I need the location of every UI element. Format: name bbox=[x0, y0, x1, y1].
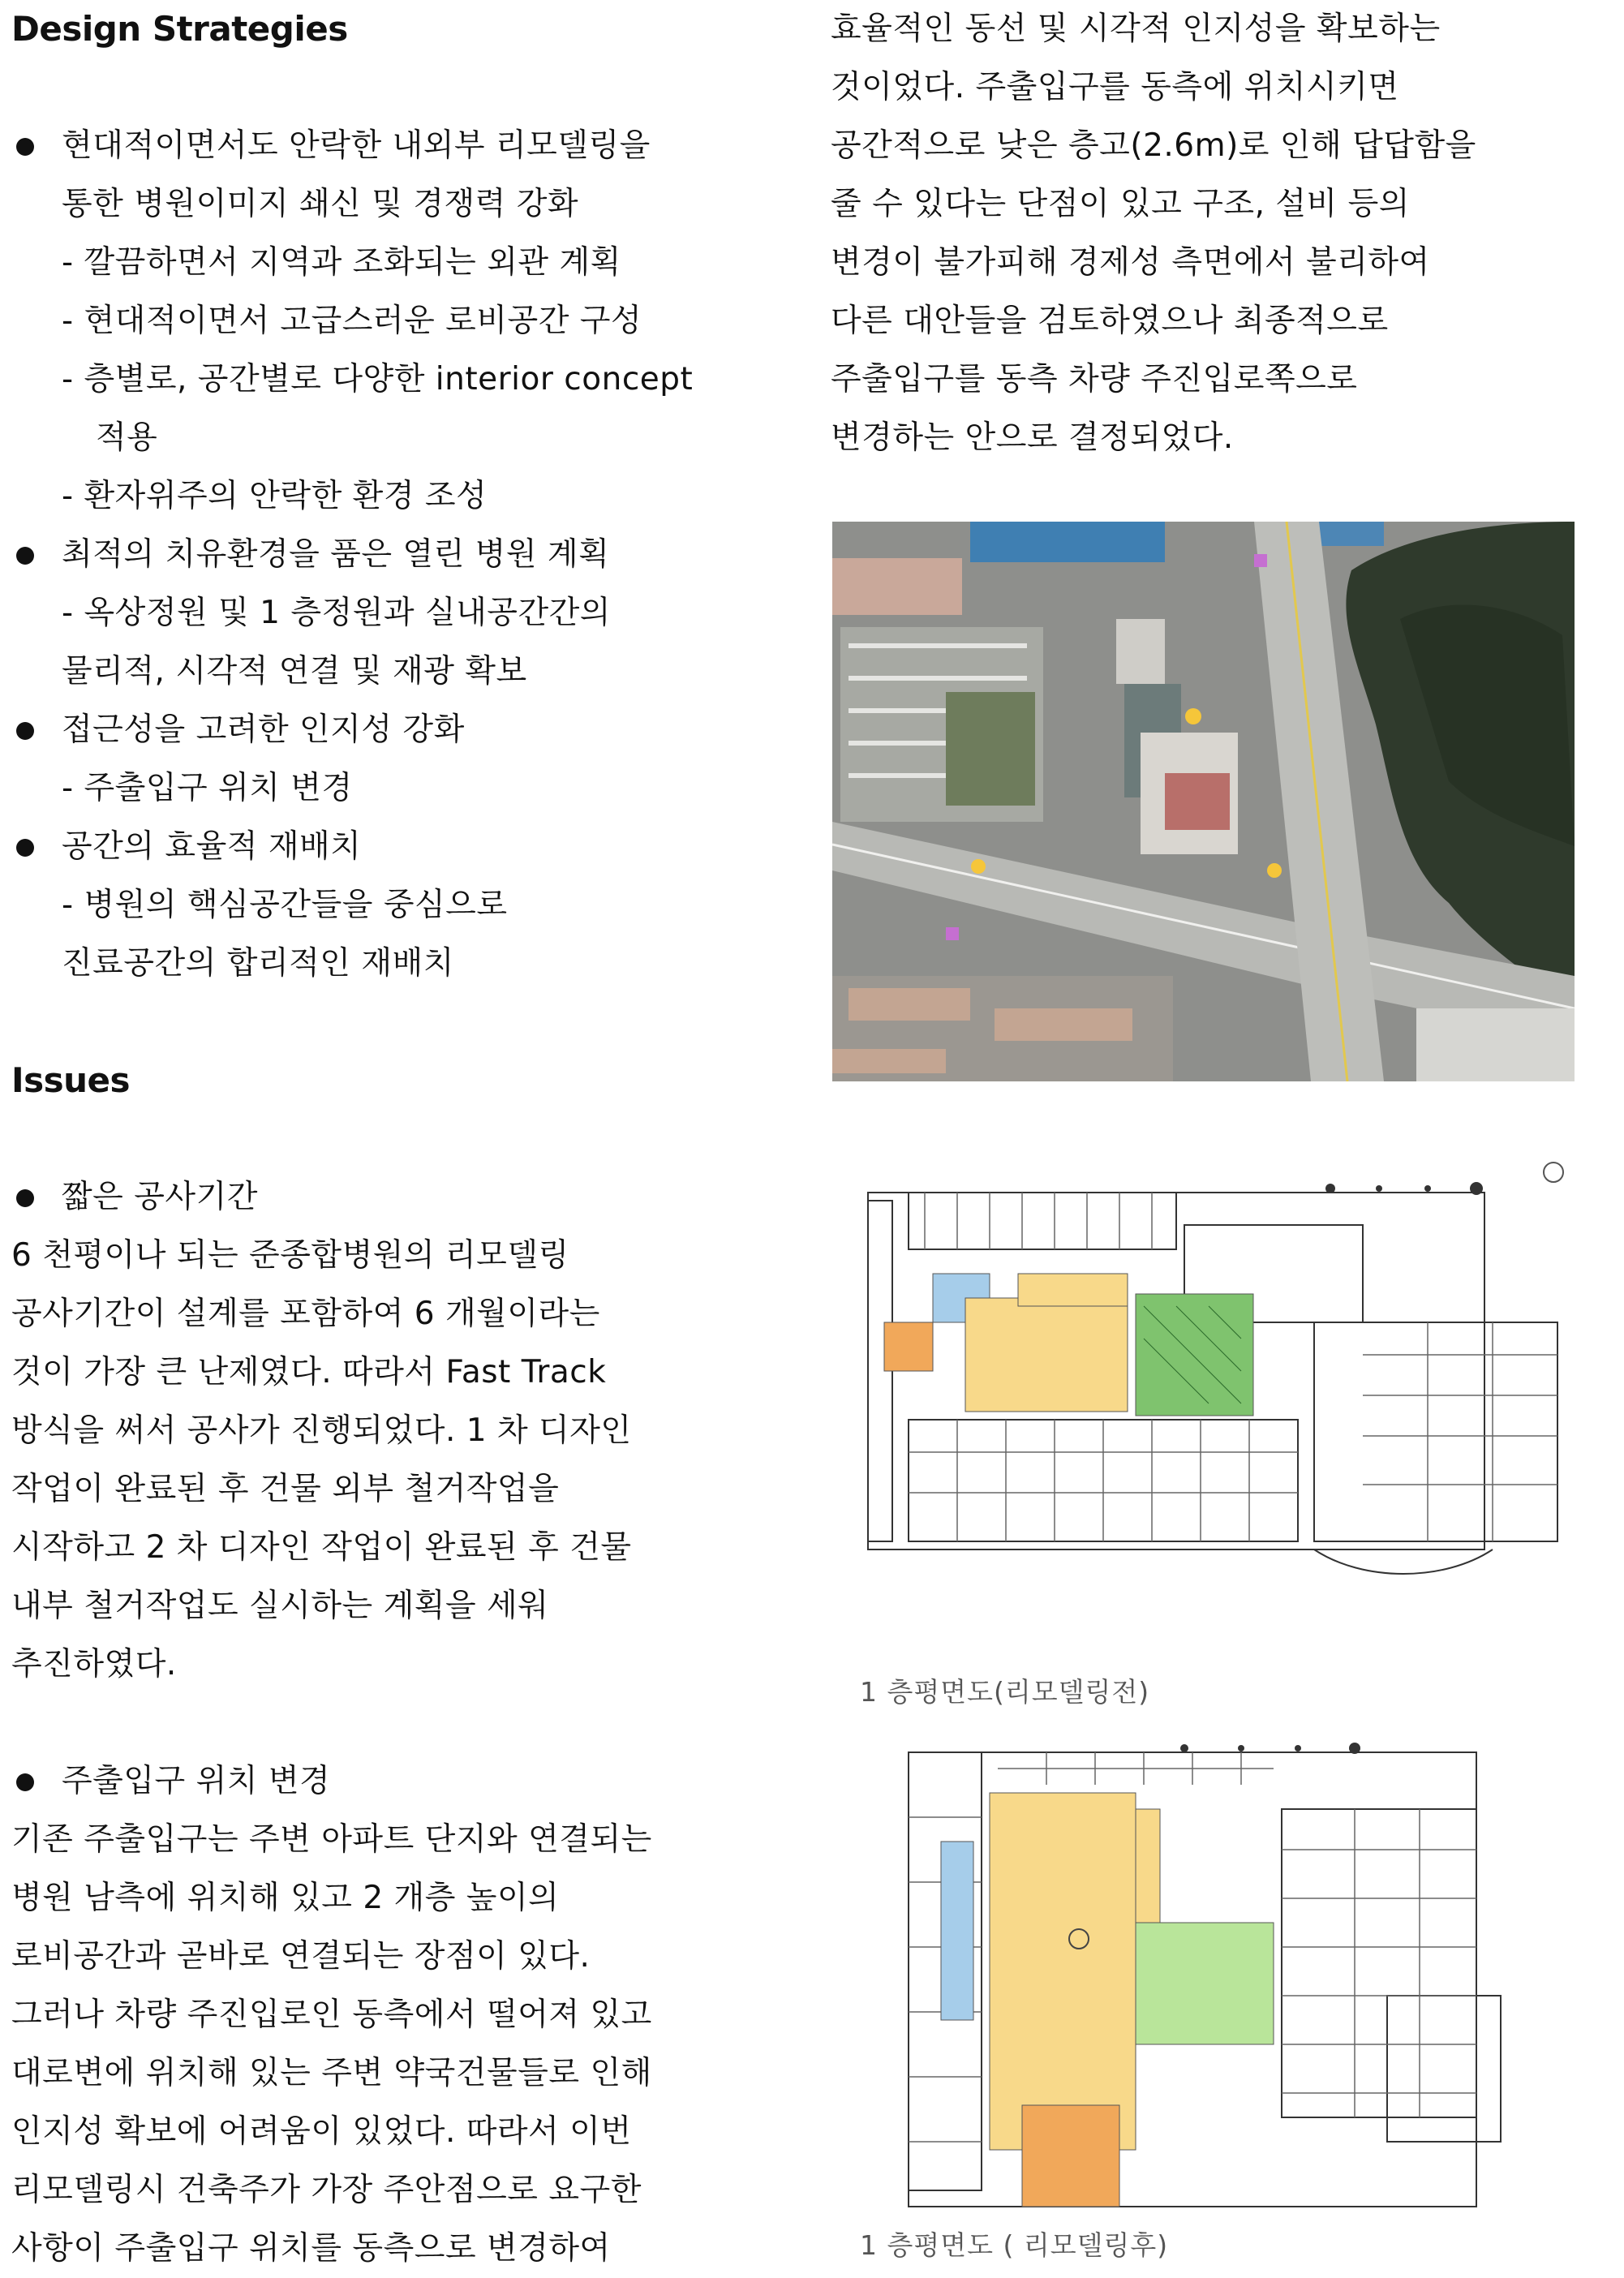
garden-zone-after bbox=[1136, 1923, 1274, 2044]
strategy-item-1: 현대적이면서도 안락한 내외부 리모델링을 bbox=[11, 117, 766, 175]
issue-1-line: 추진하였다. bbox=[11, 1646, 177, 1683]
strategy-1-sub-d: - 환자위주의 안락한 환경 조성 bbox=[62, 478, 488, 514]
strategy-1-sub-a: - 깔끔하면서 지역과 조화되는 외관 계획 bbox=[62, 244, 621, 281]
issue-2-line: 그러나 차량 주진입로인 동측에서 떨어져 있고 bbox=[11, 1996, 652, 2033]
issue-2-line: 병원 남측에 위치해 있고 2 개층 높이의 bbox=[11, 1880, 560, 1916]
strategy-item-4: 공간의 효율적 재배치 bbox=[11, 818, 766, 876]
issue-1-line: 작업이 완료된 후 건물 외부 철거작업을 bbox=[11, 1471, 560, 1507]
floor-plan-after bbox=[900, 1736, 1517, 2215]
floor-plan-before-graphic bbox=[860, 1160, 1574, 1614]
issue-1-line: 공사기간이 설계를 포함하여 6 개월이라는 bbox=[11, 1296, 600, 1332]
lobby-zone-before bbox=[965, 1298, 1128, 1412]
issue-1-line: 6 천평이나 되는 준종합병원의 리모델링 bbox=[11, 1237, 569, 1274]
right-paragraph-line: 다른 대안들을 검토하였으나 최종적으로 bbox=[831, 303, 1389, 339]
right-paragraph-line: 변경하는 안으로 결정되었다. bbox=[831, 419, 1234, 456]
issue-1-line: 것이 가장 큰 난제였다. 따라서 Fast Track bbox=[11, 1354, 607, 1390]
issues-heading: Issues bbox=[11, 1060, 131, 1100]
strategy-item-1-cont: 통한 병원이미지 쇄신 및 경쟁력 강화 bbox=[62, 186, 579, 222]
lobby-zone-before bbox=[1018, 1274, 1128, 1306]
right-paragraph-line: 효율적인 동선 및 시각적 인지성을 확보하는 bbox=[831, 11, 1441, 47]
aerial-site-photo bbox=[832, 522, 1575, 1081]
design-strategies-heading: Design Strategies bbox=[11, 9, 348, 49]
aerial-photo-graphic bbox=[832, 522, 1575, 1081]
strategy-2-sub-a: - 옥상정원 및 1 층정원과 실내공간간의 bbox=[62, 595, 611, 631]
right-paragraph-line: 것이었다. 주출입구를 동측에 위치시키면 bbox=[831, 69, 1399, 105]
issue-item-1: 짧은 공사기간 bbox=[11, 1168, 766, 1227]
issue-2-line: 로비공간과 곧바로 연결되는 장점이 있다. bbox=[11, 1938, 591, 1975]
floor-plan-before bbox=[860, 1160, 1574, 1614]
strategy-item-3: 접근성을 고려한 인지성 강화 bbox=[11, 701, 766, 759]
corridor-zone-after bbox=[941, 1842, 973, 2020]
strategy-3-sub-a: - 주출입구 위치 변경 bbox=[62, 770, 353, 806]
entry-zone-after bbox=[1022, 2105, 1119, 2207]
issue-2-line: 사항이 주출입구 위치를 동측으로 변경하여 bbox=[11, 2230, 611, 2267]
lobby-zone-after bbox=[990, 1793, 1136, 2150]
strategy-1-sub-c: - 층별로, 공간별로 다양한 interior concept bbox=[62, 361, 694, 398]
garden-zone-before bbox=[1136, 1294, 1253, 1416]
strategy-1-sub-b: - 현대적이면서 고급스러운 로비공간 구성 bbox=[62, 303, 642, 339]
right-paragraph-line: 주출입구를 동측 차량 주진입로쪽으로 bbox=[831, 361, 1358, 398]
issue-2-line: 기존 주출입구는 주변 아파트 단지와 연결되는 bbox=[11, 1821, 652, 1858]
issue-1-line: 내부 철거작업도 실시하는 계획을 세워 bbox=[11, 1588, 549, 1624]
floor-plan-after-graphic bbox=[900, 1736, 1517, 2215]
issue-2-line: 대로변에 위치해 있는 주변 약국건물들로 인해 bbox=[11, 2055, 652, 2091]
issue-2-line: 리모델링시 건축주가 가장 주안점으로 요구한 bbox=[11, 2172, 642, 2208]
strategy-4-sub-a-cont: 진료공간의 합리적인 재배치 bbox=[62, 945, 454, 982]
lobby-zone-after bbox=[1136, 1809, 1160, 1923]
left-column bbox=[11, 0, 766, 2278]
caption-before: 1 층평면도(리모델링전) bbox=[860, 1676, 1150, 1708]
issue-1-line: 방식을 써서 공사가 진행되었다. 1 차 디자인 bbox=[11, 1412, 632, 1449]
right-paragraph-line: 줄 수 있다는 단점이 있고 구조, 설비 등의 bbox=[831, 186, 1410, 222]
issue-item-2: 주출입구 위치 변경 bbox=[11, 1752, 766, 1811]
strategy-4-sub-a: - 병원의 핵심공간들을 중심으로 bbox=[62, 887, 508, 923]
right-paragraph-line: 공간적으로 낮은 층고(2.6m)로 인해 답답함을 bbox=[831, 127, 1476, 164]
right-paragraph-line: 변경이 불가피해 경제성 측면에서 불리하여 bbox=[831, 244, 1430, 281]
strategy-2-sub-a-cont: 물리적, 시각적 연결 및 재광 확보 bbox=[62, 653, 527, 690]
caption-after: 1 층평면도 ( 리모델링후) bbox=[860, 2229, 1169, 2261]
issue-1-line: 시작하고 2 차 디자인 작업이 완료된 후 건물 bbox=[11, 1529, 632, 1566]
right-column bbox=[831, 0, 1609, 467]
issue-2-line: 인지성 확보에 어려움이 있었다. 따라서 이번 bbox=[11, 2113, 632, 2150]
strategy-item-2: 최적의 치유환경을 품은 열린 병원 계획 bbox=[11, 526, 766, 584]
entry-zone-before bbox=[884, 1322, 933, 1371]
strategy-1-sub-c-cont: 적용 bbox=[96, 419, 158, 456]
